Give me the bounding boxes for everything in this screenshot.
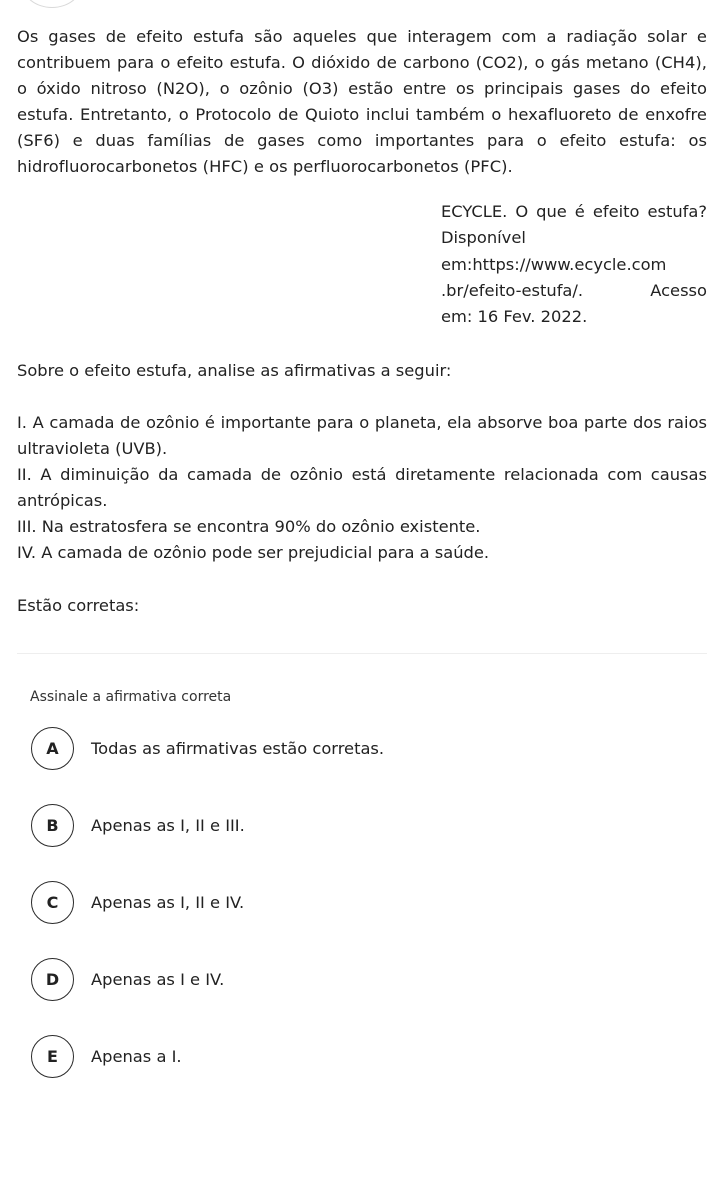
option-text-c: Apenas as I, II e IV. bbox=[91, 893, 245, 913]
option-letter-c: C bbox=[31, 881, 74, 924]
statement-1: I. A camada de ozônio é importante para o planeta, ela absorve boa parte dos raios ultravioleta (UVB). bbox=[17, 413, 707, 459]
option-text-e: Apenas a I. bbox=[91, 1047, 182, 1067]
statement-4: IV. A camada de ozônio pode ser prejudicial para a saúde. bbox=[17, 543, 490, 563]
statement-2: II. A diminuição da camada de ozônio está diretamente relacionada com causas antrópicas. bbox=[17, 465, 707, 511]
citation-text: ECYCLE. O que é efeito estufa? Disponível em:https://www.ecycle.com .br/efeito-estufa/. Acesso bbox=[441, 202, 707, 300]
option-text-a: Todas as afirmativas estão corretas. bbox=[91, 739, 385, 759]
citation-last-line: em: 16 Fev. 2022. bbox=[441, 307, 588, 327]
option-c[interactable] bbox=[31, 880, 707, 925]
statement-3: III. Na estratosfera se encontra 90% do ozônio existente. bbox=[17, 517, 481, 537]
top-decorative-arc bbox=[22, 0, 82, 8]
instruction: Assinale a afirmativa correta bbox=[30, 689, 232, 706]
citation bbox=[441, 199, 707, 330]
option-text-d: Apenas as I e IV. bbox=[91, 970, 225, 990]
option-letter-a: A bbox=[31, 727, 74, 770]
option-letter-e: E bbox=[31, 1035, 74, 1078]
option-letter-b: B bbox=[31, 804, 74, 847]
question-content bbox=[17, 24, 707, 1111]
statements-list bbox=[17, 410, 707, 566]
question-intro: Sobre o efeito estufa, analise as afirmativas a seguir: bbox=[17, 361, 452, 381]
divider bbox=[17, 653, 707, 654]
option-text-b: Apenas as I, II e III. bbox=[91, 816, 245, 836]
question-ask: Estão corretas: bbox=[17, 596, 140, 616]
option-e[interactable] bbox=[31, 1034, 707, 1079]
option-b[interactable] bbox=[31, 803, 707, 848]
option-letter-d: D bbox=[31, 958, 74, 1001]
options-list bbox=[31, 726, 707, 1079]
option-d[interactable] bbox=[31, 957, 707, 1002]
context-paragraph: Os gases de efeito estufa são aqueles que interagem com a radiação solar e contribuem para o efeito estufa. O dióxido de carbono (CO2), o gás metano (CH4), o óxido nitroso (N2O), o ozônio (O3) estão entre os principais gases do efeito estufa. Entretanto, o Protocolo de Quioto inclui também o hexafluoreto de enxofre (SF6) e duas famílias de gases como importantes para o efeito estufa: os hidrofluorocarbonetos (HFC) e os perfluorocarbonetos (PFC). bbox=[17, 27, 707, 176]
option-a[interactable] bbox=[31, 726, 707, 771]
